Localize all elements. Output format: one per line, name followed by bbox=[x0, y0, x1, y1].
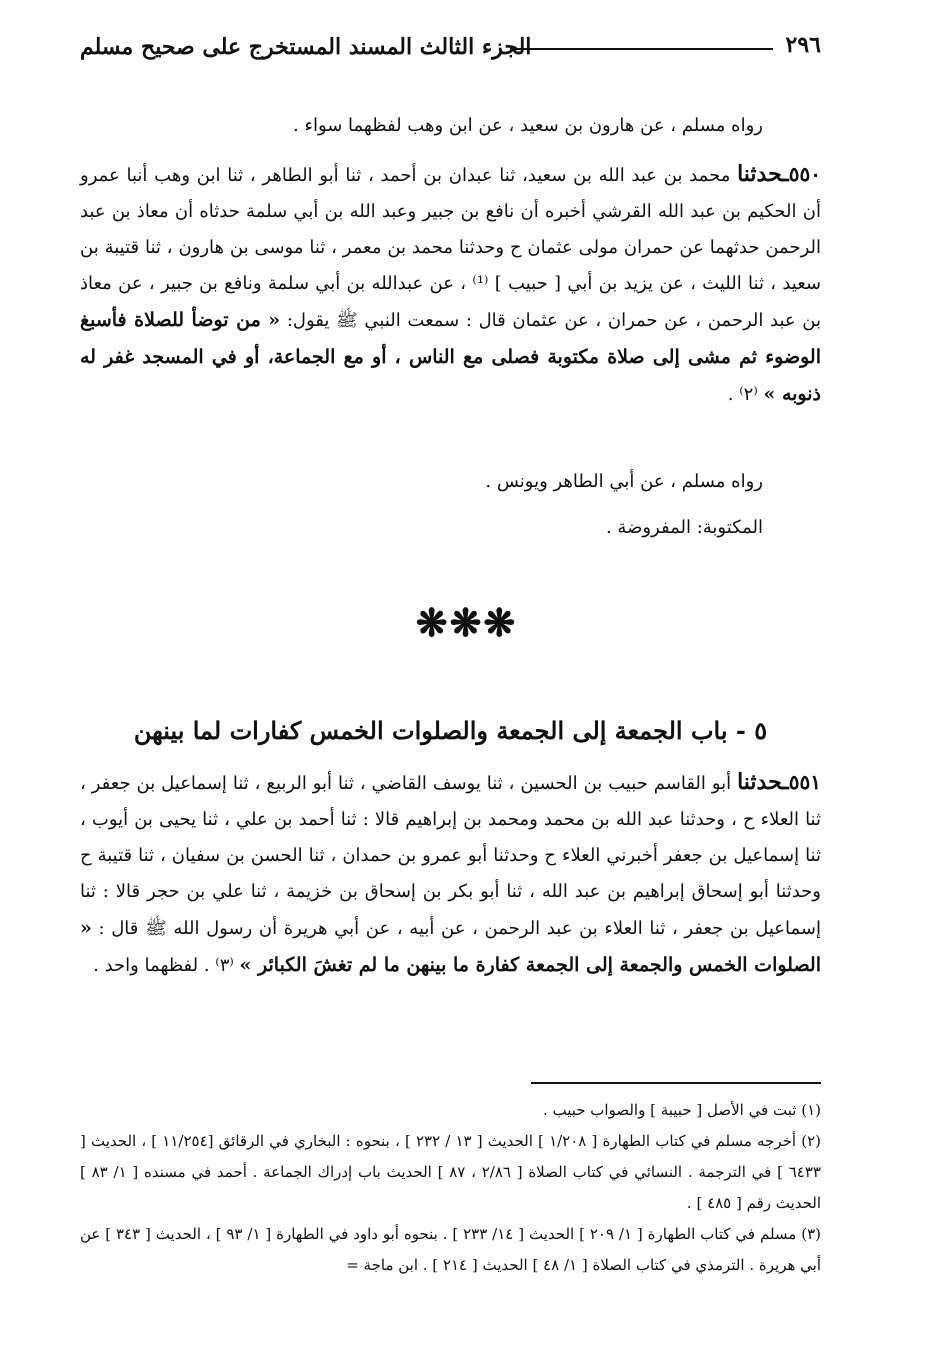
hadith-550 bbox=[80, 156, 821, 413]
running-title: الجزء الثالث المسند المستخرج على صحيح مسلم bbox=[80, 34, 532, 60]
footnotes bbox=[80, 1095, 821, 1281]
hadith-chain: محمد بن عبد الله بن سعيد، ثنا عبدان بن أحمد ، ثنا أبو الطاهر ، ثنا ابن وهب أنبا عمرو أن الحكيم بن عبد الله القرشي أخبره أن نافع بن جبير وعبد الله بن أبي سلمة حدثاه أن معاذ بن عبد الرحمن حدثهما عن حمران مولى عثمان ح وحدثنا محمد بن معمر ، ثنا موسى بن هارون ، ثنا قتيبة بن سعيد ، ثنا الليث ، عن يزيد بن أبي [ حبيب ] ⁽¹⁾ ، عن عبدالله بن أبي سلمة ونافع بن جبير ، عن معاذ بن عبد الرحمن ، عن حمران ، عن عثمان قال : سمعت النبي ﷺ يقول: bbox=[80, 165, 821, 331]
footnote-3: (٣) مسلم في كتاب الطهارة [ ١/ ٢٠٩ ] الحديث [ ١٤/ ٢٣٣ ] . بنحوه أبو داود في الطهارة [ ١/ ٩٣ ] ، الحديث [ ٣٤٣ ] عن أبي هريرة . الترمذي في كتاب الصلاة [ ١/ ٤٨ ] الحديث [ ٢١٤ ] . ابن ماجة = bbox=[80, 1225, 821, 1274]
hadith-551 bbox=[80, 764, 821, 984]
narration-note-text: رواه مسلم ، عن هارون بن سعيد ، عن ابن وهب لفظهما سواء . bbox=[293, 115, 763, 136]
gloss-note bbox=[80, 510, 763, 546]
footnote-1: (١) ثبت في الأصل [ حبيبة ] والصواب حبيب . bbox=[542, 1101, 821, 1119]
hadith-quote: « من توضأ للصلاة فأسبغ الوضوء ثم مشى إلى صلاة مكتوبة فصلى مع الناس ، أو مع الجماعة، أو في المسجد غفر له ذنوبه » bbox=[80, 309, 821, 405]
footnote-ref: ⁽٣⁾ . لفظهما واحد . bbox=[93, 955, 234, 976]
chapter-heading: ٥ - باب الجمعة إلى الجمعة والصلوات الخمس كفارات لما بينهن bbox=[133, 716, 768, 745]
page-number: ٢٩٦ bbox=[785, 32, 821, 58]
hadith-number: ٥٥٠ bbox=[788, 162, 821, 186]
hadith-label: ـحدثنا bbox=[737, 161, 789, 187]
footnote-separator bbox=[531, 1082, 821, 1084]
gloss-text: المكتوبة: المفروضة . bbox=[605, 517, 763, 538]
narration-note-text: رواه مسلم ، عن أبي الطاهر ويونس . bbox=[485, 471, 763, 492]
hadith-chain: أبو القاسم حبيب بن الحسين ، ثنا يوسف القاضي ، ثنا أبو الربيع ، ثنا إسماعيل بن جعفر ، ثنا العلاء ح ، وحدثنا عبد الله بن محمد ومحمد بن إبراهيم قالا : ثنا أحمد بن علي ، ثنا يحيى بن أيوب ، ثنا إسماعيل بن جعفر أخبرني العلاء ح وحدثنا أبو عمرو بن حمدان ، ثنا الحسن بن سفيان ، ثنا قتيبة ح وحدثنا أبو إسحاق إبراهيم بن عبد الله ، ثنا أبو بكر بن إسحاق بن خزيمة ، ثنا علي بن حجر قالا : ثنا إسماعيل بن جعفر ، ثنا العلاء بن عبد الرحمن ، عن أبيه ، عن أبي هريرة أن رسول الله ﷺ قال : bbox=[80, 773, 821, 939]
hadith-quote: « الصلوات الخمس والجمعة إلى الجمعة كفارة ما بينهن ما لم تغشَ الكبائر » bbox=[80, 917, 821, 976]
running-header bbox=[80, 28, 821, 72]
header-rule bbox=[510, 48, 773, 50]
section-divider-ornament: ❋❋❋ bbox=[415, 600, 518, 645]
hadith-label: ـحدثنا bbox=[737, 769, 789, 795]
footnote-ref: ⁽٢⁾ . bbox=[727, 384, 758, 405]
footnote-2: (٢) أخرجه مسلم في كتاب الطهارة [ ١/٢٠٨ ] الحديث [ ١٣ / ٢٣٢ ] ، بنحوه : البخاري في الرقائق [١١/٢٥٤ ] ، الحديث [ ٦٤٣٣ ] في الترجمة . النسائي في كتاب الصلاة [ ٢/٨٦ ، ٨٧ ] الحديث باب إدراك الجماعة . أحمد في مسنده [ ١/ ٨٣ ] الحديث رقم [ ٤٨٥ ] . bbox=[80, 1132, 821, 1212]
narration-note-2 bbox=[80, 464, 763, 500]
narration-note-1 bbox=[80, 108, 763, 144]
hadith-number: ٥٥١ bbox=[788, 770, 821, 794]
